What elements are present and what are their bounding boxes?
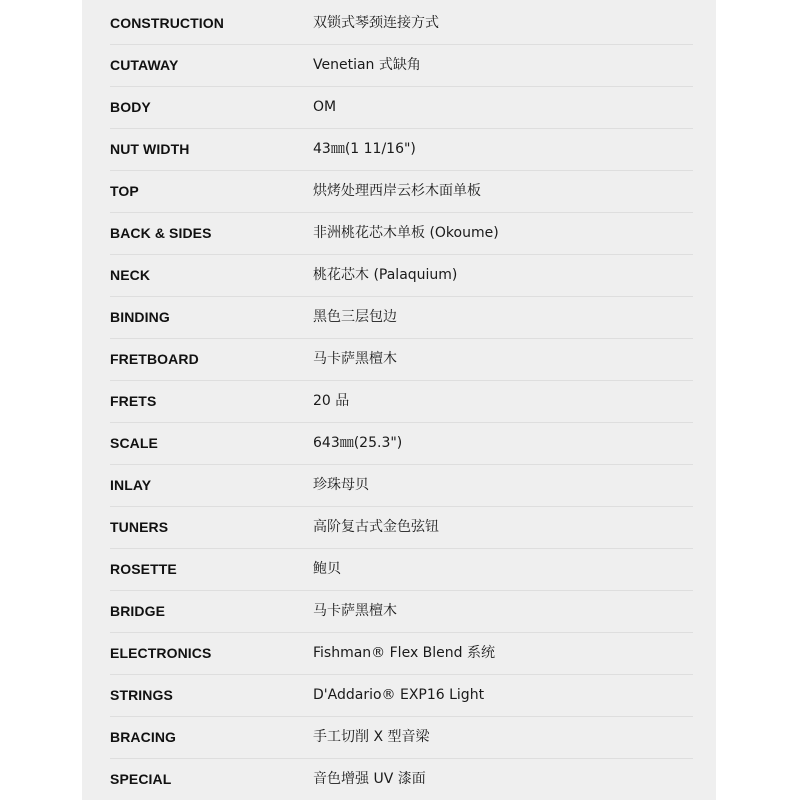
spec-row-top — [110, 171, 693, 213]
spec-value: 43㎜(1 11/16") — [313, 141, 416, 157]
spec-row-construction — [110, 3, 693, 45]
spec-value: 非洲桃花芯木单板 (Okoume) — [313, 225, 499, 241]
spec-row-neck — [110, 255, 693, 297]
spec-row-bracing — [110, 717, 693, 759]
spec-row-back-sides — [110, 213, 693, 255]
spec-label: BACK & SIDES — [110, 225, 212, 241]
spec-label: BRACING — [110, 729, 177, 745]
spec-value: 桃花芯木 (Palaquium) — [313, 267, 458, 283]
spec-value: OM — [313, 99, 337, 115]
spec-value: 黑色三层包边 — [313, 309, 397, 325]
spec-value: 马卡萨黑檀木 — [313, 603, 397, 619]
spec-value: 643㎜(25.3") — [313, 435, 403, 451]
spec-row-cutaway — [110, 45, 693, 87]
spec-row-body — [110, 87, 693, 129]
spec-label: INLAY — [110, 477, 152, 493]
spec-label: STRINGS — [110, 687, 173, 703]
spec-label: BRIDGE — [110, 603, 166, 619]
spec-row-strings — [110, 675, 693, 717]
spec-label: CUTAWAY — [110, 57, 179, 73]
spec-label: NUT WIDTH — [110, 141, 190, 157]
spec-label: NECK — [110, 267, 151, 283]
spec-value: D'Addario® EXP16 Light — [313, 687, 485, 703]
spec-label: CONSTRUCTION — [110, 15, 224, 31]
spec-row-bridge — [110, 591, 693, 633]
spec-row-special — [110, 759, 693, 800]
spec-value: 20 品 — [313, 393, 350, 409]
spec-label: SCALE — [110, 435, 158, 451]
spec-value: 双锁式琴颈连接方式 — [313, 15, 439, 31]
spec-value: Fishman® Flex Blend 系统 — [313, 645, 495, 661]
spec-row-nut-width — [110, 129, 693, 171]
spec-table — [110, 3, 693, 800]
spec-value: Venetian 式缺角 — [313, 57, 421, 73]
spec-label: TUNERS — [110, 519, 169, 535]
spec-label: FRETS — [110, 393, 157, 409]
spec-value: 高阶复古式金色弦钮 — [313, 519, 439, 535]
spec-label: SPECIAL — [110, 771, 172, 787]
spec-row-tuners — [110, 507, 693, 549]
spec-row-rosette — [110, 549, 693, 591]
spec-row-scale — [110, 423, 693, 465]
spec-value: 烘烤处理西岸云杉木面单板 — [313, 183, 481, 199]
spec-row-frets — [110, 381, 693, 423]
spec-label: ELECTRONICS — [110, 645, 212, 661]
spec-label: TOP — [110, 183, 139, 199]
spec-label: ROSETTE — [110, 561, 177, 577]
spec-row-inlay — [110, 465, 693, 507]
spec-value: 音色增强 UV 漆面 — [313, 771, 426, 787]
spec-label: BINDING — [110, 309, 170, 325]
spec-value: 鲍贝 — [313, 561, 341, 577]
spec-value: 马卡萨黑檀木 — [313, 351, 397, 367]
spec-label: BODY — [110, 99, 151, 115]
spec-value: 珍珠母贝 — [313, 477, 369, 493]
spec-row-electronics — [110, 633, 693, 675]
spec-row-fretboard — [110, 339, 693, 381]
spec-row-binding — [110, 297, 693, 339]
spec-value: 手工切削 X 型音梁 — [313, 729, 430, 745]
spec-label: FRETBOARD — [110, 351, 199, 367]
